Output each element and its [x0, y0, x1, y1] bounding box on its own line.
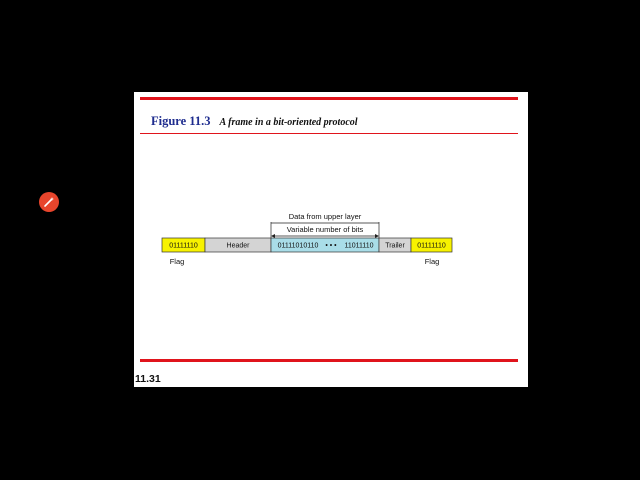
figure-number: Figure 11.3: [151, 114, 211, 128]
flag-right-label: Flag: [424, 257, 440, 266]
magic-wand-icon: [43, 196, 55, 208]
frame-diagram: [134, 92, 528, 387]
bottom-red-rule: [140, 359, 518, 362]
figure-caption: A frame in a bit-oriented protocol: [219, 117, 358, 128]
data-ellipsis: • • •: [325, 242, 337, 250]
variable-number-of-bits-label: Variable number of bits: [286, 225, 364, 234]
slide: [134, 92, 528, 387]
header-label: Header: [226, 242, 250, 250]
data-start-bits: 01111010110: [277, 242, 319, 250]
trailer-label: Trailer: [385, 242, 405, 250]
data-end-bits: 11011110: [344, 242, 374, 250]
flag-left-label: Flag: [169, 257, 185, 266]
magic-wand-button[interactable]: [39, 192, 59, 212]
flag-end-bits: 01111110: [417, 242, 446, 250]
data-from-upper-layer-label: Data from upper layer: [288, 212, 362, 221]
flag-start-bits: 01111110: [169, 242, 198, 250]
page-number: 11.31: [135, 373, 161, 385]
